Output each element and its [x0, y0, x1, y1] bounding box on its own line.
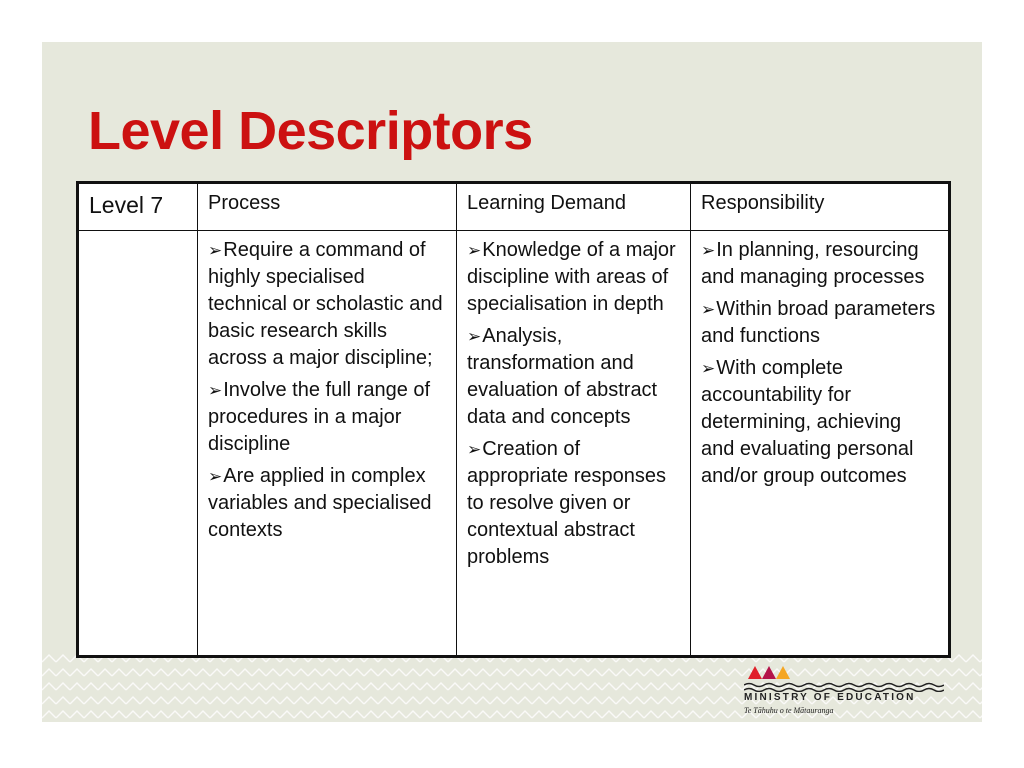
list-item: ➢Are applied in complex variables and specialised contexts: [208, 465, 432, 541]
list-item: ➢Knowledge of a major discipline with areas of specialisation in depth: [467, 239, 676, 315]
arrow-bullet-icon: ➢: [208, 381, 223, 400]
triangles-logo-icon: [748, 664, 792, 680]
wave-lines-icon: [744, 682, 944, 692]
column-header-process: Process: [198, 183, 457, 231]
column-header-learning-demand: Learning Demand: [457, 183, 691, 231]
list-item: ➢Within broad parameters and functions: [701, 298, 936, 347]
list-item: ➢Analysis, transformation and evaluation of abstract data and concepts: [467, 325, 658, 428]
slide-title: Level Descriptors: [88, 101, 533, 161]
list-item: ➢Creation of appropriate responses to resolve given or contextual abstract problems: [467, 438, 667, 568]
logo-ministry-text: MINISTRY OF EDUCATION: [744, 692, 916, 703]
arrow-bullet-icon: ➢: [467, 327, 482, 346]
process-cell: [198, 231, 457, 657]
arrow-bullet-icon: ➢: [208, 467, 223, 486]
logo-tagline-text: Te Tāhuhu o te Mātauranga: [744, 706, 834, 715]
ministry-of-education-logo: [744, 662, 964, 720]
list-item: ➢Involve the full range of procedures in a major discipline: [208, 379, 431, 455]
arrow-bullet-icon: ➢: [467, 241, 482, 260]
arrow-bullet-icon: ➢: [701, 359, 716, 378]
column-header-responsibility: Responsibility: [691, 183, 950, 231]
table-header-row: [78, 183, 950, 231]
arrow-bullet-icon: ➢: [208, 241, 223, 260]
level-cell: Level 7: [78, 183, 198, 231]
list-item: ➢In planning, resourcing and managing processes: [701, 239, 925, 288]
table-row: [78, 231, 950, 657]
slide: [42, 42, 982, 722]
responsibility-cell: [691, 231, 950, 657]
empty-level-cell: [78, 231, 198, 657]
arrow-bullet-icon: ➢: [467, 440, 482, 459]
list-item: ➢Require a command of highly specialised technical or scholastic and basic research skills across a major discipline;: [208, 239, 443, 369]
level-descriptors-table: [76, 181, 951, 658]
arrow-bullet-icon: ➢: [701, 241, 716, 260]
arrow-bullet-icon: ➢: [701, 300, 716, 319]
learning-demand-cell: [457, 231, 691, 657]
list-item: ➢With complete accountability for determining, achieving and evaluating personal and/or group outcomes: [701, 357, 914, 487]
